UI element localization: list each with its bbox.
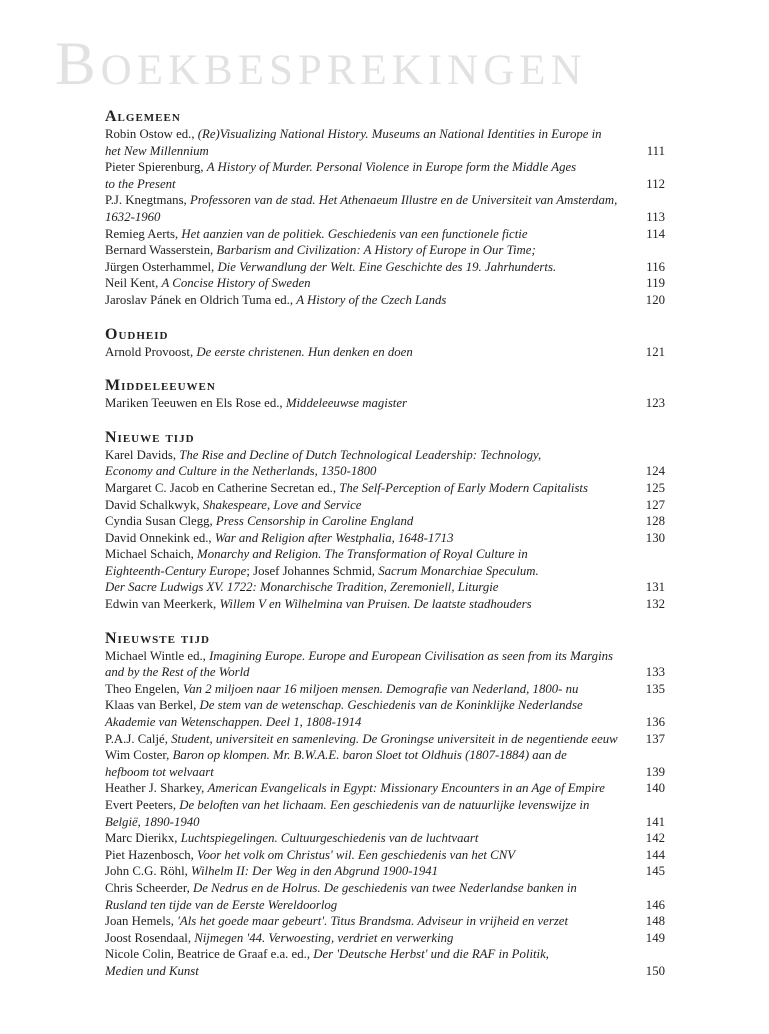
page-number: 128 bbox=[645, 514, 665, 529]
toc-line bbox=[105, 497, 665, 514]
entry-text: Theo Engelen, Van 2 miljoen naar 16 miljoen mensen. Demografie van Nederland, 1800- nu bbox=[105, 681, 579, 696]
toc-line bbox=[105, 797, 665, 814]
section-heading: Oudheid bbox=[105, 325, 169, 343]
page-number: 140 bbox=[645, 781, 665, 796]
entry-text: Economy and Culture in the Netherlands, 1350-1800 bbox=[105, 464, 377, 479]
entry-text: Edwin van Meerkerk, Willem V en Wilhelmina van Pruisen. De laatste stadhouders bbox=[105, 597, 532, 612]
toc-line bbox=[105, 176, 665, 193]
toc-line bbox=[105, 714, 665, 731]
entry-text: Michael Schaich, Monarchy and Religion. The Transformation of Royal Culture in bbox=[105, 547, 528, 562]
page-number: 150 bbox=[645, 963, 665, 978]
entry-text: Joan Hemels, 'Als het goede maar gebeurt'. Titus Brandsma. Adviseur in vrijheid en verzet bbox=[105, 914, 569, 929]
toc-line bbox=[105, 930, 665, 947]
toc-line bbox=[105, 830, 665, 847]
toc-line bbox=[105, 143, 665, 160]
page-number: 131 bbox=[645, 580, 665, 595]
entry-text: David Onnekink ed., War and Religion after Westphalia, 1648-1713 bbox=[105, 530, 454, 545]
page-number: 144 bbox=[645, 847, 665, 862]
entry-text: to the Present bbox=[105, 176, 176, 191]
page-number: 119 bbox=[646, 276, 665, 291]
toc-content bbox=[55, 31, 665, 980]
entry-text: John C.G. Röhl, Wilhelm II: Der Weg in den Abgrund 1900-1941 bbox=[105, 864, 439, 879]
entry-text: Bernard Wasserstein, Barbarism and Civilization: A History of Europe in Our Time; bbox=[105, 243, 536, 258]
entry-text: Piet Hazenbosch, Voor het volk om Christus' wil. Een geschiedenis van het CNV bbox=[105, 847, 516, 862]
page-number: 116 bbox=[646, 259, 665, 274]
page-number: 145 bbox=[645, 864, 665, 879]
toc-line bbox=[105, 126, 665, 143]
section-nieuwste-tijd bbox=[105, 630, 665, 980]
section-heading: Nieuwe tijd bbox=[105, 428, 195, 446]
entry-text: Wim Coster, Baron op klompen. Mr. B.W.A.E. baron Sloet tot Oldhuis (1807-1884) aan de bbox=[105, 748, 567, 763]
page-number: 112 bbox=[646, 176, 665, 191]
page-number: 135 bbox=[645, 681, 665, 696]
page-number: 113 bbox=[646, 209, 665, 224]
toc-line bbox=[105, 780, 665, 797]
entry-text: België, 1890-1940 bbox=[105, 814, 200, 829]
toc-line bbox=[105, 897, 665, 914]
entry-text: Pieter Spierenburg, A History of Murder. Personal Violence in Europe form the Middle Ages bbox=[105, 160, 577, 175]
entry-text: hefboom tot welvaart bbox=[105, 764, 214, 779]
toc-line bbox=[105, 913, 665, 930]
page-number: 111 bbox=[646, 143, 665, 158]
toc-line bbox=[105, 731, 665, 748]
toc-line bbox=[105, 747, 665, 764]
entry-text: Rusland ten tijde van de Eerste Wereldoorlog bbox=[105, 897, 338, 912]
entry-text: Heather J. Sharkey, American Evangelicals in Egypt: Missionary Encounters in an Age of Empire bbox=[105, 781, 605, 796]
entry-text: Cyndia Susan Clegg, Press Censorship in Caroline England bbox=[105, 514, 414, 529]
toc-line bbox=[105, 963, 665, 980]
page-number: 114 bbox=[646, 226, 665, 241]
toc-line bbox=[105, 259, 665, 276]
toc-line bbox=[105, 292, 665, 309]
page-number: 137 bbox=[645, 731, 665, 746]
entry-text: Nicole Colin, Beatrice de Graaf e.a. ed., Der 'Deutsche Herbst' und die RAF in Politik, bbox=[105, 947, 549, 962]
page-number: 136 bbox=[645, 715, 665, 730]
toc-line bbox=[105, 847, 665, 864]
entry-text: Chris Scheerder, De Nedrus en de Holrus. De geschiedenis van twee Nederlandse banken in bbox=[105, 880, 577, 895]
toc-line bbox=[105, 513, 665, 530]
entry-text: Joost Rosendaal, Nijmegen '44. Verwoesting, verdriet en verwerking bbox=[105, 930, 454, 945]
toc-line bbox=[105, 681, 665, 698]
toc-line bbox=[105, 447, 665, 464]
toc-line bbox=[105, 563, 665, 580]
toc-line bbox=[105, 159, 665, 176]
entry-text: Medien und Kunst bbox=[105, 963, 199, 978]
entry-text: Evert Peeters, De beloften van het lichaam. Een geschiedenis van de natuurlijke levenswijze in bbox=[105, 798, 590, 812]
toc-line bbox=[105, 648, 665, 665]
toc-line bbox=[105, 814, 665, 831]
entry-text: Robin Ostow ed., (Re)Visualizing National History. Museums an National Identities in Europe in bbox=[105, 127, 602, 141]
entry-text: Jürgen Osterhammel, Die Verwandlung der Welt. Eine Geschichte des 19. Jahrhunderts. bbox=[105, 259, 557, 274]
section-nieuwe-tijd bbox=[105, 429, 665, 613]
entry-text: Der Sacre Ludwigs XV. 1722: Monarchische Tradition, Zeremoniell, Liturgie bbox=[105, 580, 499, 595]
toc-line bbox=[105, 863, 665, 880]
page-number: 123 bbox=[645, 396, 665, 411]
entry-text: Marc Dierikx, Luchtspiegelingen. Cultuurgeschiedenis van de luchtvaart bbox=[105, 831, 479, 846]
entry-text: Karel Davids, The Rise and Decline of Dutch Technological Leadership: Technology, bbox=[105, 447, 542, 462]
toc-line bbox=[105, 880, 665, 897]
toc-line bbox=[105, 664, 665, 681]
page-number: 139 bbox=[645, 764, 665, 779]
toc-line bbox=[105, 463, 665, 480]
entry-text: Klaas van Berkel, De stem van de wetenschap. Geschiedenis van de Koninklijke Nederlandse bbox=[105, 698, 583, 713]
entry-text: Remieg Aerts, Het aanzien van de politiek. Geschiedenis van een functionele fictie bbox=[105, 226, 528, 241]
toc-line bbox=[105, 344, 665, 361]
toc-line bbox=[105, 226, 665, 243]
toc-line bbox=[105, 546, 665, 563]
section-heading: Algemeen bbox=[105, 108, 181, 125]
page-number: 121 bbox=[645, 344, 665, 359]
entry-text: P.A.J. Caljé, Student, universiteit en samenleving. De Groningse universiteit in de negentiende eeuw bbox=[105, 731, 618, 746]
entry-text: Eighteenth-Century Europe; Josef Johannes Schmid, Sacrum Monarchiae Speculum. bbox=[105, 563, 539, 578]
toc-line bbox=[105, 697, 665, 714]
entry-text: David Schalkwyk, Shakespeare, Love and Service bbox=[105, 497, 362, 512]
page-number: 130 bbox=[645, 530, 665, 545]
page-number: 141 bbox=[645, 814, 665, 829]
entry-text: and by the Rest of the World bbox=[105, 665, 250, 680]
section-oudheid bbox=[105, 326, 665, 361]
page-number: 124 bbox=[645, 464, 665, 479]
toc-line bbox=[105, 275, 665, 292]
page-number: 148 bbox=[645, 914, 665, 929]
entry-text: Mariken Teeuwen en Els Rose ed., Middeleeuwse magister bbox=[105, 396, 408, 411]
page-number: 133 bbox=[645, 665, 665, 680]
entry-text: Margaret C. Jacob en Catherine Secretan ed., The Self-Perception of Early Modern Capitalists bbox=[105, 480, 588, 495]
entry-text: het New Millennium bbox=[105, 143, 209, 158]
page-number: 146 bbox=[645, 897, 665, 912]
toc-line bbox=[105, 209, 665, 226]
toc-line bbox=[105, 242, 665, 259]
entry-text: Jaroslav Pánek en Oldrich Tuma ed., A History of the Czech Lands bbox=[105, 292, 447, 307]
entry-text: P.J. Knegtmans, Professoren van de stad. Het Athenaeum Illustre en de Universiteit van Amsterdam, bbox=[105, 193, 618, 208]
toc-line bbox=[105, 764, 665, 781]
toc-line bbox=[105, 579, 665, 596]
sections bbox=[105, 108, 665, 980]
toc-line bbox=[105, 480, 665, 497]
page-number: 120 bbox=[645, 292, 665, 307]
section-heading: Nieuwste tijd bbox=[105, 629, 210, 647]
section-middeleeuwen bbox=[105, 377, 665, 412]
page-title: Boekbesprekingen bbox=[55, 31, 587, 98]
entry-text: Neil Kent, A Concise History of Sweden bbox=[105, 276, 311, 291]
page-number: 142 bbox=[645, 831, 665, 846]
page-number: 132 bbox=[645, 597, 665, 612]
toc-line bbox=[105, 192, 665, 209]
entry-text: 1632-1960 bbox=[105, 209, 161, 224]
section-algemeen bbox=[105, 108, 665, 309]
toc-line bbox=[105, 395, 665, 412]
toc-line bbox=[105, 946, 665, 963]
page-number: 125 bbox=[645, 480, 665, 495]
section-heading: Middeleeuwen bbox=[105, 377, 216, 395]
entry-text: Arnold Provoost, De eerste christenen. Hun denken en doen bbox=[105, 344, 413, 359]
entry-text: Michael Wintle ed., Imagining Europe. Europe and European Civilisation as seen from its Margins bbox=[105, 648, 614, 663]
toc-line bbox=[105, 596, 665, 613]
page-number: 149 bbox=[645, 930, 665, 945]
entry-text: Akademie van Wetenschappen. Deel 1, 1808-1914 bbox=[105, 715, 362, 730]
toc-line bbox=[105, 530, 665, 547]
page-number: 127 bbox=[645, 497, 665, 512]
